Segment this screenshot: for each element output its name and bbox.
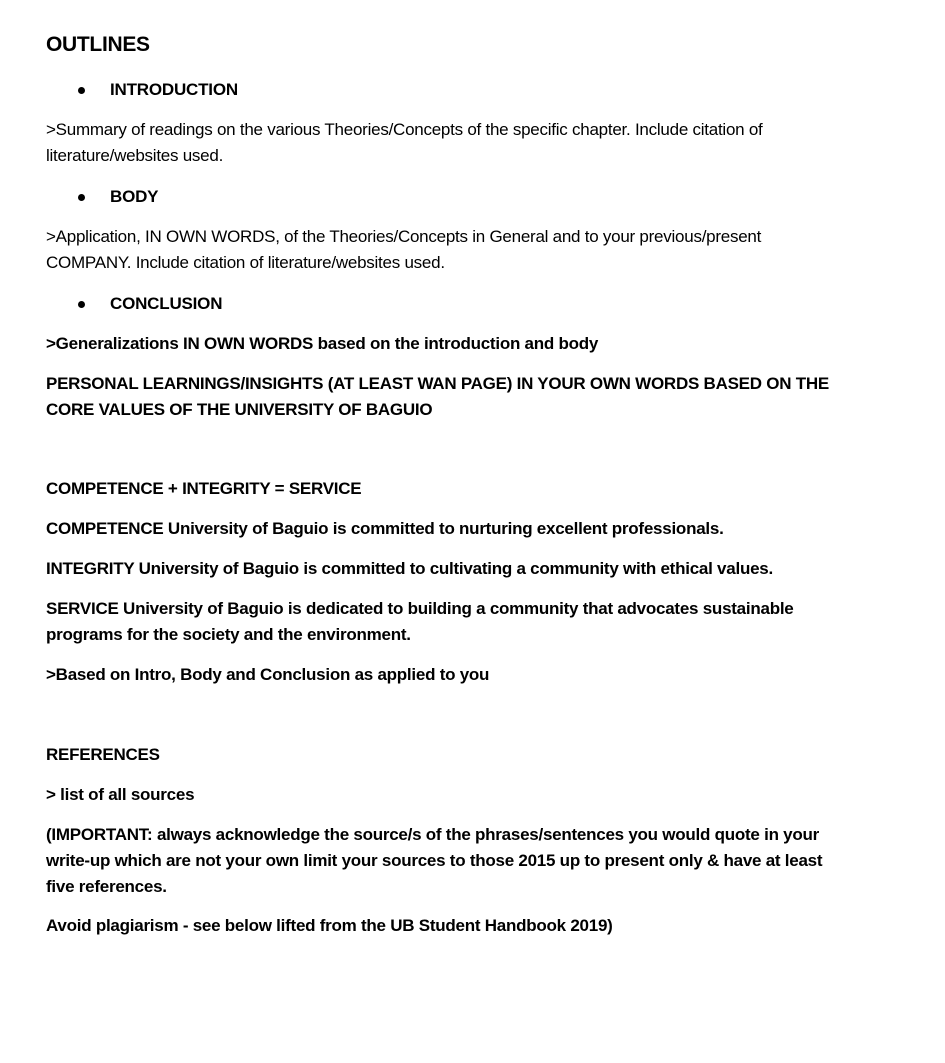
heading-label: INTRODUCTION [110, 80, 238, 99]
page-title: OUTLINES [46, 33, 150, 56]
section-heading-introduction [46, 80, 846, 100]
heading-label: BODY [110, 187, 159, 206]
bullet-icon [78, 301, 85, 308]
references-heading: REFERENCES [46, 745, 160, 764]
personal-learnings: PERSONAL LEARNINGS/INSIGHTS (AT LEAST WAN PAGE) IN YOUR OWN WORDS BASED ON THE CORE VALUES OF THE UNIVERSITY OF BAGUIO [46, 374, 829, 419]
references-list-note: > list of all sources [46, 785, 195, 804]
bullet-icon [78, 87, 85, 94]
core-value-competence: COMPETENCE University of Baguio is committed to nurturing excellent professionals. [46, 519, 724, 538]
core-value-service: SERVICE University of Baguio is dedicated to building a community that advocates sustainable programs for the society and the environment. [46, 599, 794, 644]
core-values-formula: COMPETENCE + INTEGRITY = SERVICE [46, 479, 362, 498]
references-important-note: (IMPORTANT: always acknowledge the source/s of the phrases/sentences you would quote in your write-up which are not your own limit your sources to those 2015 up to present only & have at least five references. [46, 825, 823, 896]
section-heading-conclusion [46, 294, 846, 314]
bullet-icon [78, 194, 85, 201]
plagiarism-note: Avoid plagiarism - see below lifted from the UB Student Handbook 2019) [46, 916, 613, 935]
conclusion-text: >Generalizations IN OWN WORDS based on the introduction and body [46, 334, 599, 353]
introduction-text: >Summary of readings on the various Theories/Concepts of the specific chapter. Include citation of literature/websites used. [46, 120, 763, 165]
heading-label: CONCLUSION [110, 294, 223, 313]
based-on-note: >Based on Intro, Body and Conclusion as applied to you [46, 665, 490, 684]
body-text: >Application, IN OWN WORDS, of the Theories/Concepts in General and to your previous/present COMPANY. Include citation of literature/websites used. [46, 227, 762, 272]
section-heading-body [46, 187, 846, 207]
core-value-integrity: INTEGRITY University of Baguio is committed to cultivating a community with ethical values. [46, 559, 773, 578]
